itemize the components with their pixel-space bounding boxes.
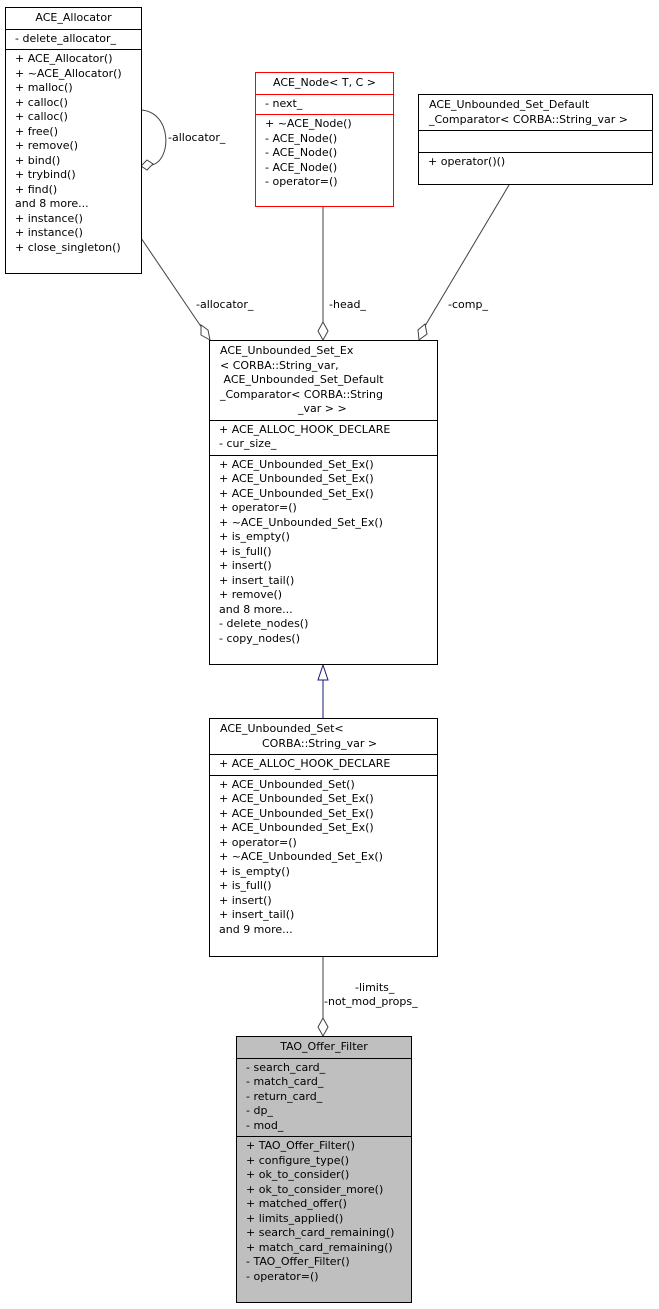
methods-section: + ACE_Allocator() + ~ACE_Allocator() + malloc() + calloc() + calloc() + free() + remove() + bind() + trybind() + find() and 8 more... + instance() + instance() + close_singleton() [6, 49, 141, 258]
attributes-section: + ACE_ALLOC_HOOK_DECLARE [210, 754, 437, 775]
limits-diamond [318, 1018, 328, 1036]
methods-section: + operator()() [419, 152, 652, 173]
inheritance-arrow [318, 665, 328, 680]
edge-label-head: -head_ [329, 298, 366, 311]
class-ace-allocator[interactable] [5, 7, 142, 274]
class-tao-offer-filter[interactable] [236, 1036, 412, 1303]
class-ace-unbounded-set-ex[interactable] [209, 340, 438, 665]
comp-diamond [418, 324, 427, 340]
attributes-section: - delete_allocator_ [6, 29, 141, 50]
head-diamond [318, 322, 328, 340]
class-title: ACE_Unbounded_Set< CORBA::String_var > [220, 722, 378, 750]
attributes-section [419, 130, 652, 152]
methods-section: + TAO_Offer_Filter() + configure_type() + ok_to_consider() + ok_to_consider_more() + matched_offer() + limits_applied() + search_card_remaining() + match_card_remaining() - TAO_Offer_Filter() - operator=() [237, 1136, 411, 1287]
edge-label-allocator: -allocator_ [196, 298, 254, 311]
edge-label-not-mod-props: -not_mod_props_ [324, 995, 418, 1008]
methods-section: + ~ACE_Node() - ACE_Node() - ACE_Node() - ACE_Node() - operator=() [256, 114, 393, 193]
class-ace-node[interactable] [255, 72, 394, 207]
methods-section: + ACE_Unbounded_Set() + ACE_Unbounded_Set_Ex() + ACE_Unbounded_Set_Ex() + ACE_Unbounded_Set_Ex() + operator=() + ~ACE_Unbounded_Set_Ex() + is_empty() + is_full() + insert() + insert_tail() and 9 more... [210, 775, 437, 941]
class-ace-unbounded-set[interactable] [209, 718, 438, 957]
allocator-self-edge [141, 110, 166, 165]
class-title: ACE_Allocator [35, 11, 112, 24]
class-title: ACE_Unbounded_Set_Default _Comparator< CORBA::String_var > [429, 98, 628, 126]
edge-label-allocator-self: -allocator_ [168, 131, 226, 144]
methods-section: + ACE_Unbounded_Set_Ex() + ACE_Unbounded_Set_Ex() + ACE_Unbounded_Set_Ex() + operator=() + ~ACE_Unbounded_Set_Ex() + is_empty() + is_full() + insert() + insert_tail() + remove() and 8 more... - delete_nodes() - copy_nodes() [210, 455, 437, 650]
edge-label-limits: -limits_ [355, 981, 395, 994]
attributes-section: - search_card_ - match_card_ - return_card_ - dp_ - mod_ [237, 1058, 411, 1137]
attributes-section: - next_ [256, 94, 393, 115]
edge-label-comp: -comp_ [448, 298, 488, 311]
class-ace-unbounded-set-default-comparator[interactable] [418, 94, 653, 185]
class-title: TAO_Offer_Filter [280, 1040, 368, 1053]
allocator-self-diamond [141, 160, 153, 170]
class-title: ACE_Unbounded_Set_Ex < CORBA::String_var, ACE_Unbounded_Set_Default _Comparator< CORBA::String _var > > [220, 344, 384, 415]
allocator-edge [141, 238, 202, 328]
attributes-section: + ACE_ALLOC_HOOK_DECLARE - cur_size_ [210, 420, 437, 455]
allocator-diamond [201, 325, 210, 340]
class-title: ACE_Node< T, C > [273, 76, 376, 89]
